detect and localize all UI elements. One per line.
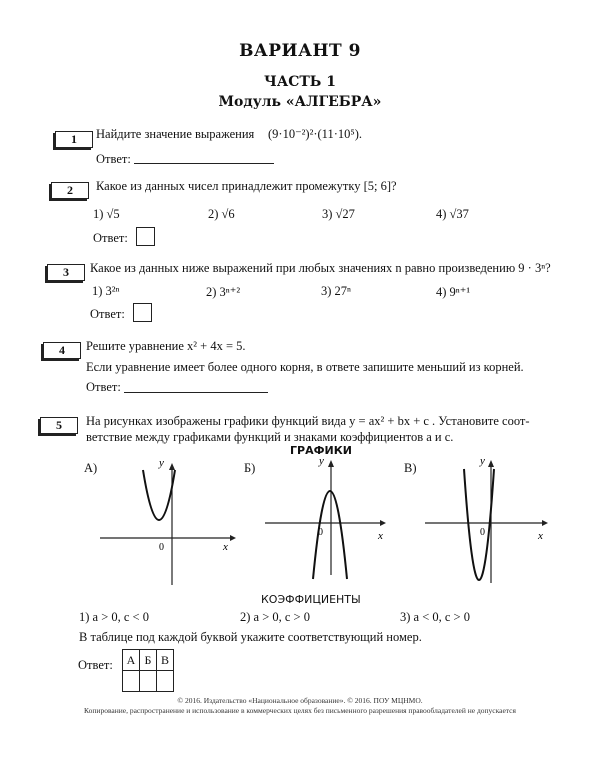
q2-option-1: 1) √5	[93, 207, 120, 221]
q4-text-2: Если уравнение имеет более одного корня, в ответе запишите меньший из корней.	[86, 360, 524, 374]
q5-answer-table	[122, 649, 174, 692]
q5-text-2: ветствие между графиками функций и знаками коэффициентов a и c.	[86, 430, 454, 444]
graph-c-y-arrow	[488, 460, 494, 467]
q2-text: Какое из данных чисел принадлежит промежутку [5; 6]?	[96, 179, 397, 193]
graph-b-origin: 0	[318, 527, 323, 538]
q3-answer-box[interactable]	[133, 303, 152, 322]
graph-c-y-label: y	[480, 455, 485, 467]
q5-answer-cell-b[interactable]	[140, 671, 157, 692]
q5-answer-cell-a[interactable]	[123, 671, 140, 692]
q3-option-3: 3) 27ⁿ	[321, 284, 351, 298]
q2-option-2: 2) √6	[208, 207, 235, 221]
question-number-2: 2	[51, 182, 89, 199]
q5-answer-cell-c[interactable]	[157, 671, 174, 692]
q1-text: Найдите значение выражения	[96, 127, 255, 141]
graph-label-b: Б)	[244, 461, 256, 475]
q4-answer-line[interactable]	[124, 392, 268, 393]
q5-table-header-c: В	[157, 650, 174, 671]
q5-answer-label: Ответ:	[78, 658, 113, 672]
footer-copyright: © 2016. Издательство «Национальное образование». © 2016. ПОУ МЦНМО.	[177, 696, 423, 705]
graph-a-y-label: y	[159, 460, 164, 469]
graph-a-x-arrow	[230, 535, 236, 541]
graph-b-y-label: y	[319, 455, 324, 467]
q3-text: Какое из данных ниже выражений при любых значениях n равно произведению 9 · 3ⁿ?	[90, 261, 551, 275]
graph-a-x-label: x	[223, 541, 228, 553]
graph-c-x-arrow	[542, 520, 548, 526]
graph-a-parabola	[143, 470, 175, 520]
graphs-title: ГРАФИКИ	[290, 444, 352, 457]
graph-a-y-arrow	[169, 463, 175, 470]
q3-option-2: 2) 3ⁿ⁺²	[206, 285, 241, 299]
graph-label-c: В)	[404, 461, 417, 475]
part-title: ЧАСТЬ 1	[264, 74, 336, 90]
module-title: Модуль «АЛГЕБРА»	[218, 94, 382, 110]
graph-c-parabola	[464, 469, 494, 580]
coef-3: 3) a < 0, c > 0	[400, 610, 470, 624]
graph-a-origin: 0	[159, 542, 164, 553]
q2-answer-box[interactable]	[136, 227, 155, 246]
question-number-1: 1	[55, 131, 93, 148]
graph-c	[420, 455, 555, 590]
q5-table-header-b: Б	[140, 650, 157, 671]
graph-label-a: А)	[84, 461, 98, 475]
coef-1: 1) a > 0, c < 0	[79, 610, 149, 624]
q3-option-1: 1) 3²ⁿ	[92, 284, 120, 298]
q2-option-4: 4) √37	[436, 207, 469, 221]
q5-table-header-a: А	[123, 650, 140, 671]
variant-title: ВАРИАНТ 9	[239, 41, 361, 61]
q3-option-4: 4) 9ⁿ⁺¹	[436, 285, 471, 299]
coef-title: КОЭФФИЦИЕНТЫ	[261, 593, 361, 606]
question-number-3: 3	[47, 264, 85, 281]
graph-c-x-label: x	[538, 530, 543, 542]
graph-b-y-arrow	[328, 460, 334, 467]
graph-b-x-label: x	[378, 530, 383, 542]
q3-answer-label: Ответ:	[90, 307, 125, 321]
coef-2: 2) a > 0, c > 0	[240, 610, 310, 624]
q4-text: Решите уравнение x² + 4x = 5.	[86, 339, 246, 353]
q2-answer-label: Ответ:	[93, 231, 128, 245]
graph-c-origin: 0	[480, 527, 485, 538]
graph-b	[260, 455, 395, 585]
q5-text: На рисунках изображены графики функций вида y = ax² + bx + c . Установите соот-	[86, 414, 530, 428]
question-number-5: 5	[40, 417, 78, 434]
q5-instruction: В таблице под каждой буквой укажите соответствующий номер.	[79, 630, 422, 644]
q1-answer-line[interactable]	[134, 163, 274, 164]
graph-a	[95, 460, 240, 590]
question-number-4: 4	[43, 342, 81, 359]
graph-b-x-arrow	[380, 520, 386, 526]
q2-option-3: 3) √27	[322, 207, 355, 221]
footer-notice: Копирование, распространение и использование в коммерческих целях без письменного разрешения правообладателей не допускается	[84, 706, 516, 715]
q4-answer-label: Ответ:	[86, 380, 121, 394]
q1-answer-label: Ответ:	[96, 152, 131, 166]
q1-expression: (9·10⁻²)²·(11·10⁵).	[268, 127, 363, 141]
